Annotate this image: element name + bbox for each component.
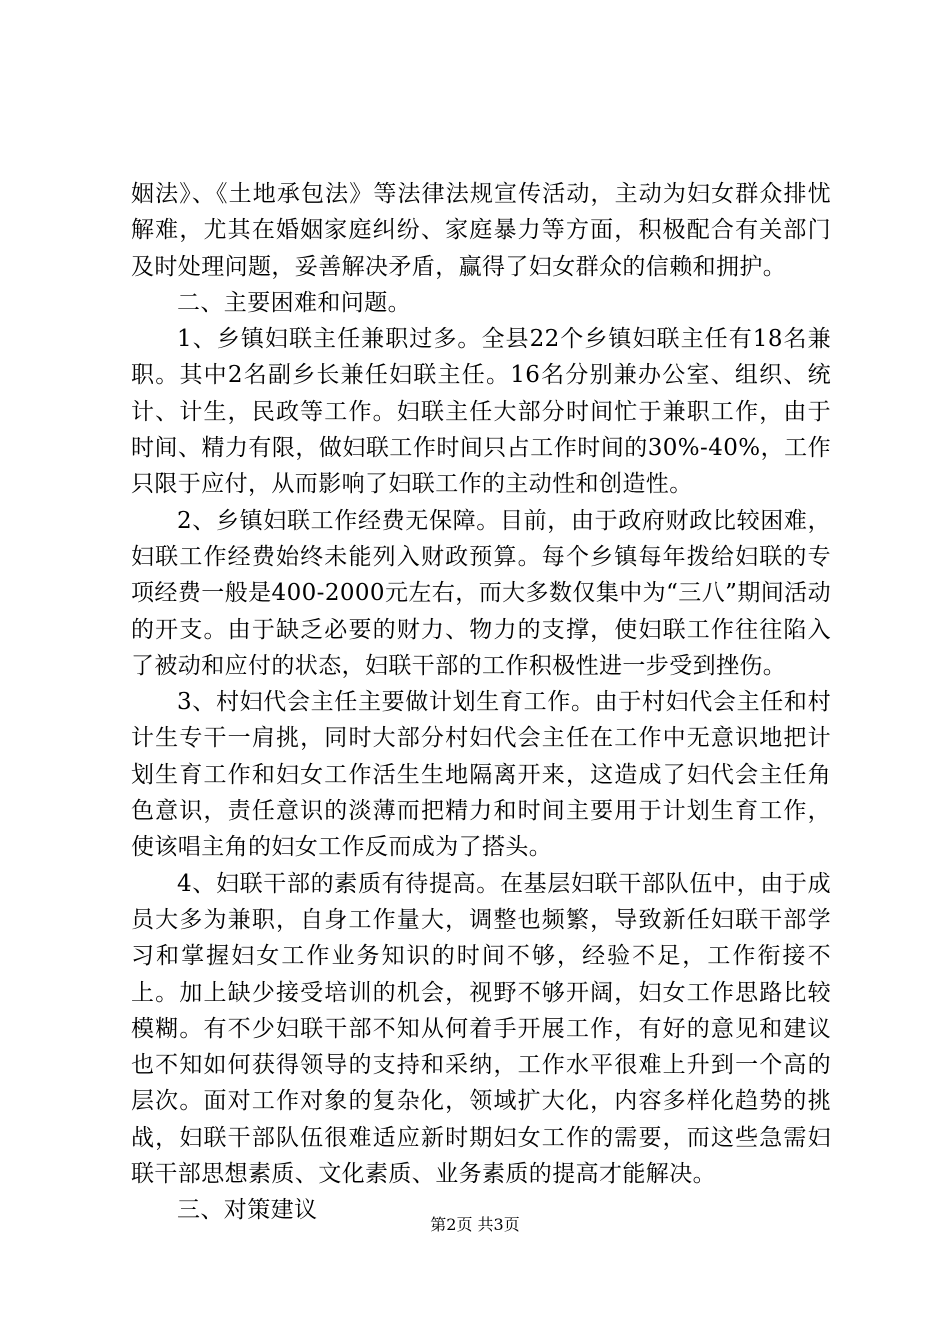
page-footer: 第2页 共3页: [430, 1215, 520, 1234]
paragraph-item-2: 2、乡镇妇联工作经费无保障。目前，由于政府财政比较困难，妇联工作经费始终未能列入财政预算。每个乡镇每年拨给妇联的专项经费一般是400-2000元左右，而大多数仅集中为“三八”期间活动的开支。由于缺乏必要的财力、物力的支撑，使妇联工作往往陷入了被动和应付的状态，妇联干部的工作积极性进一步受到挫伤。: [131, 507, 831, 679]
paragraph-item-1: 1、乡镇妇联主任兼职过多。全县22个乡镇妇联主任有18名兼职。其中2名副乡长兼任妇联主任。16名分别兼办公室、组织、统计、计生，民政等工作。妇联主任大部分时间忙于兼职工作，由于时间、精力有限，做妇联工作时间只占工作时间的30%-40%，工作只限于应付，从而影响了妇联工作的主动性和创造性。: [131, 326, 831, 498]
section-heading-difficulties: 二、主要困难和问题。: [177, 289, 411, 316]
paragraph-item-3: 3、村妇代会主任主要做计划生育工作。由于村妇代会主任和村计生专干一肩挑，同时大部分村妇代会主任在工作中无意识地把计划生育工作和妇女工作活生生地隔离开来，这造成了妇代会主任角色意识，责任意识的淡薄而把精力和时间主要用于计划生育工作，使该唱主角的妇女工作反而成为了搭头。: [131, 689, 831, 861]
paragraph-continuation: 姻法》、《土地承包法》等法律法规宣传活动，主动为妇女群众排忧解难，尤其在婚姻家庭纠纷、家庭暴力等方面，积极配合有关部门及时处理问题，妥善解决矛盾，赢得了妇女群众的信赖和拥护。: [131, 181, 831, 280]
section-heading-suggestions: 三、对策建议: [177, 1197, 318, 1224]
document-body: [131, 176, 831, 1229]
paragraph-item-4: 4、妇联干部的素质有待提高。在基层妇联干部队伍中，由于成员大多为兼职，自身工作量大，调整也频繁，导致新任妇联干部学习和掌握妇女工作业务知识的时间不够，经验不足，工作衔接不上。加上缺少接受培训的机会，视野不够开阔，妇女工作思路比较模糊。有不少妇联干部不知从何着手开展工作，有好的意见和建议也不知如何获得领导的支持和采纳，工作水平很难上升到一个高的层次。面对工作对象的复杂化，领域扩大化，内容多样化趋势的挑战，妇联干部队伍很难适应新时期妇女工作的需要，而这些急需妇联干部思想素质、文化素质、业务素质的提高才能解决。: [131, 870, 831, 1188]
